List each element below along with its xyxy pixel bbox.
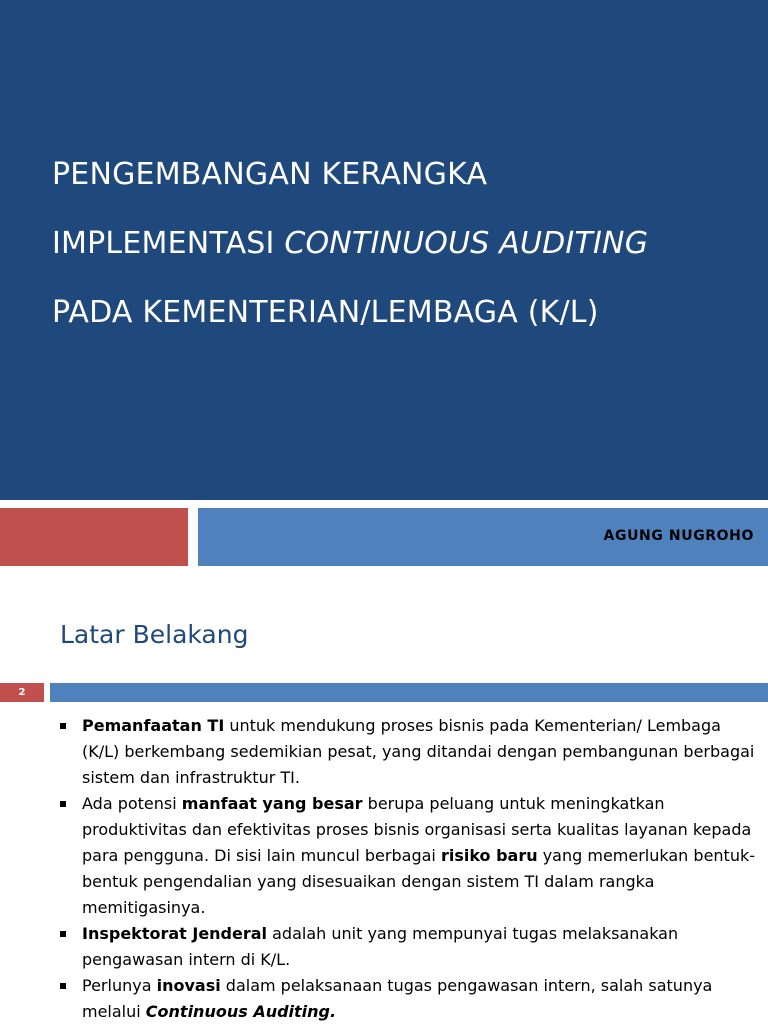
accent-bar-red bbox=[0, 508, 188, 566]
page-number: 2 bbox=[0, 683, 44, 702]
title-line-1: PENGEMBANGAN KERANGKA bbox=[52, 157, 488, 192]
title-slide bbox=[0, 0, 768, 500]
bullet-4-text-b: dalam pelaksanaan tugas pengawasan intern, salah satunya melalui bbox=[82, 976, 713, 1021]
title-line-2-italic: CONTINUOUS AUDITING bbox=[284, 226, 649, 261]
bullet-3-text: adalah unit yang mempunyai tugas melaksanakan pengawasan intern di K/L. bbox=[82, 924, 679, 969]
bullet-square-icon bbox=[60, 931, 66, 937]
list-item bbox=[60, 791, 760, 921]
bullet-4-bold-italic: Continuous Auditing. bbox=[145, 1002, 337, 1021]
bullet-2-text-a: Ada potensi bbox=[82, 794, 182, 813]
bullet-4-text-a: Perlunya bbox=[82, 976, 157, 995]
bullet-4-bold: inovasi bbox=[156, 976, 221, 995]
page-header-bar bbox=[50, 683, 768, 702]
bullet-2-text-c: yang memerlukan bentuk-bentuk pengendalian yang disesuaikan dengan sistem TI dalam rangka memitigasinya. bbox=[82, 846, 755, 917]
list-item bbox=[60, 973, 760, 1025]
bullet-square-icon bbox=[60, 801, 66, 807]
title-line-3: PADA KEMENTERIAN/LEMBAGA (K/L) bbox=[52, 295, 599, 330]
bullet-2-bold-1: manfaat yang besar bbox=[181, 794, 363, 813]
bullet-1-text: untuk mendukung proses bisnis pada Kementerian/ Lembaga (K/L) berkembang sedemikian pesat, yang ditandai dengan pembangunan berbagai sistem dan infrastruktur TI. bbox=[82, 716, 755, 787]
bullet-2-bold-2: risiko baru bbox=[440, 846, 538, 865]
bullet-list bbox=[60, 713, 760, 1025]
bullet-3-bold: Inspektorat Jenderal bbox=[82, 924, 268, 943]
bullet-2-text-b: berupa peluang untuk meningkatkan produktivitas dan efektivitas proses bisnis organisasi serta kualitas layanan kepada para pengguna. Di sisi lain muncul berbagai bbox=[82, 794, 752, 865]
author-name: AGUNG NUGROHO bbox=[603, 528, 754, 544]
title-line-2-text: IMPLEMENTASI bbox=[52, 226, 285, 261]
title-line-2 bbox=[52, 209, 752, 278]
slide-title bbox=[52, 140, 752, 347]
bullet-1-bold: Pemanfaatan TI bbox=[82, 716, 225, 735]
list-item bbox=[60, 713, 760, 791]
bullet-square-icon bbox=[60, 723, 66, 729]
list-item bbox=[60, 921, 760, 973]
slide-heading: Latar Belakang bbox=[60, 620, 249, 649]
bullet-square-icon bbox=[60, 983, 66, 989]
